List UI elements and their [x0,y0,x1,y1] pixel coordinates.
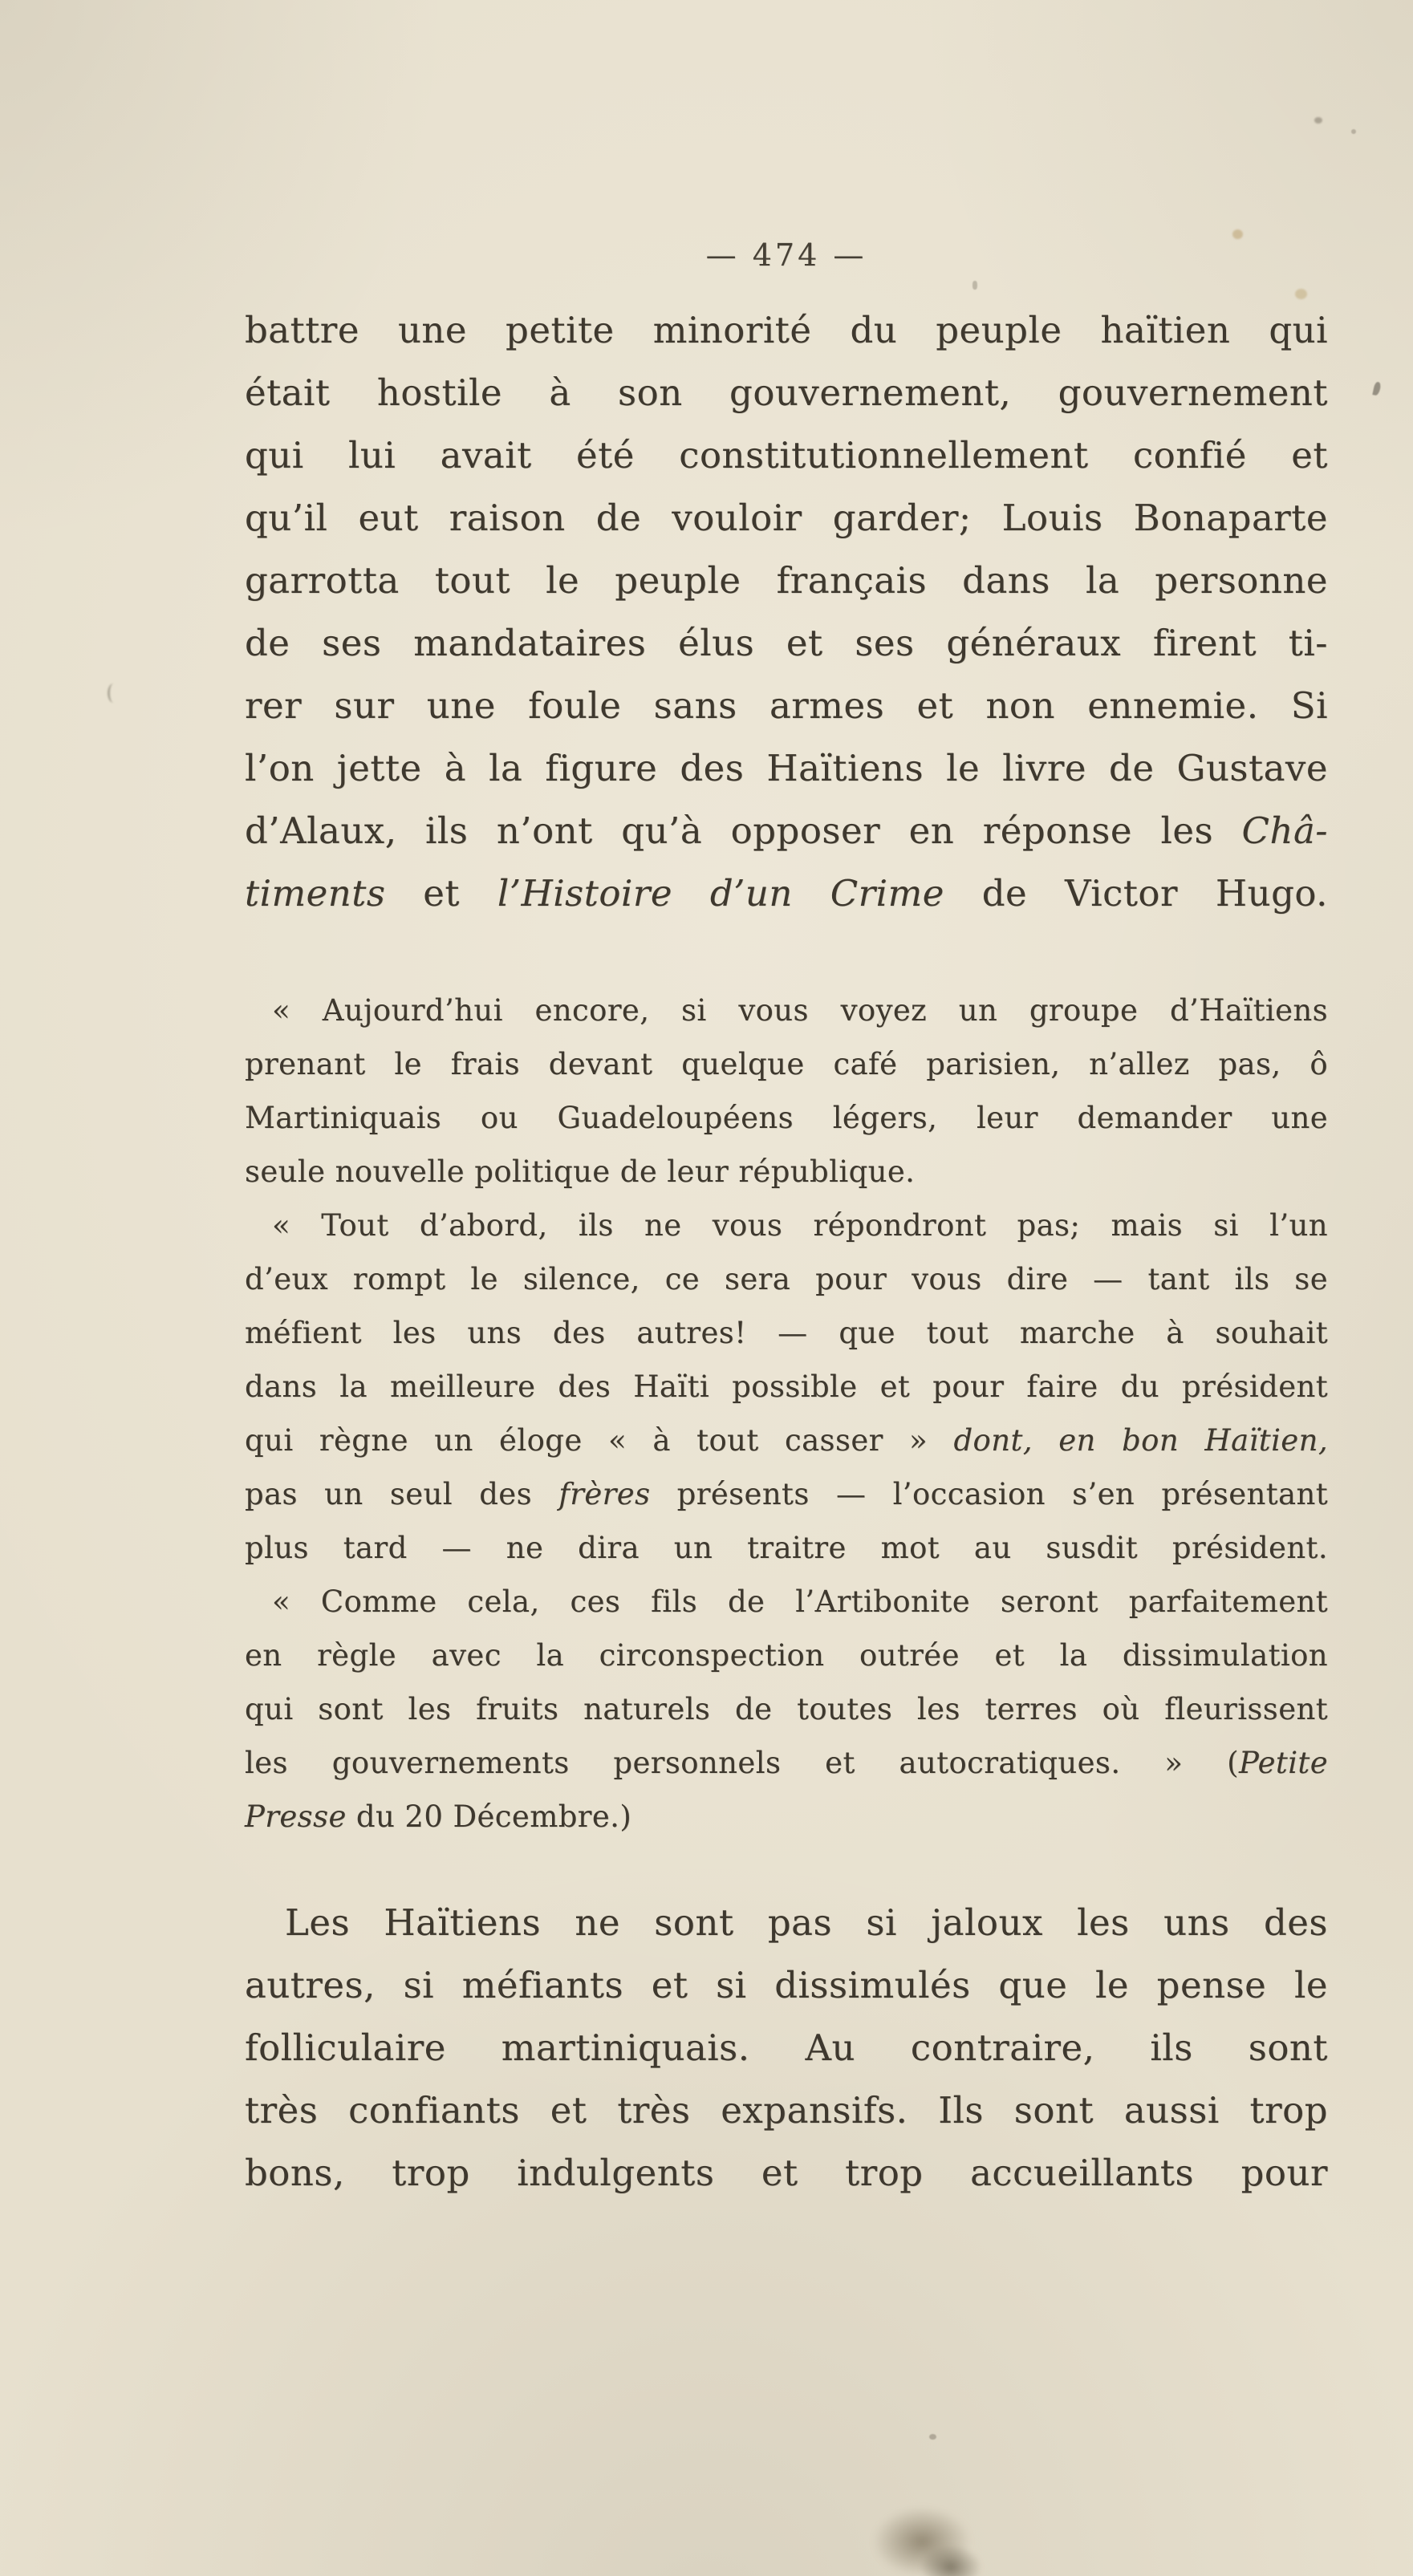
text-segment: l’on jette à la figure des Haïtiens le livre de Gustave [245,747,1328,789]
text-segment: de Victor Hugo. [944,872,1328,915]
text-segment: qu’il eut raison de vouloir garder; Louis Bonaparte [245,497,1328,539]
text-segment: battre une petite minorité du peuple haïtien qui [245,309,1328,351]
paragraph [245,1892,1328,2205]
paragraph [245,984,1328,1199]
text-line [245,1736,1328,1790]
paper-speck [972,281,977,290]
text-segment: autres, si méfiants et si dissimulés que le pense le [245,1964,1328,2006]
text-line [245,2079,1328,2142]
text-segment: était hostile à son gouvernement, gouvernement [245,371,1328,414]
text-segment: du 20 Décembre.) [346,1799,632,1834]
text-segment: Martiniquais ou Guadeloupéens légers, leur demander une [245,1101,1328,1135]
text-block [245,299,1328,2205]
italic-text: Petite [1239,1746,1328,1780]
paper-speck [1295,289,1307,299]
text-line [245,550,1328,612]
text-segment: « Aujourd’hui encore, si vous voyez un groupe d’Haïtiens [272,993,1328,1028]
text-segment: les gouvernements personnels et autocratiques. » ( [245,1746,1239,1780]
ink-mark [1372,381,1381,396]
text-line [245,487,1328,550]
text-line [245,800,1328,862]
text-line [245,1091,1328,1145]
text-line [245,1892,1328,1954]
text-line [245,424,1328,487]
paragraph [245,299,1328,925]
text-segment: et [385,872,497,915]
text-segment: seule nouvelle politique de leur république. [245,1154,916,1189]
text-segment: qui règne un éloge « à tout casser » [245,1423,954,1458]
paper-speck [929,2434,936,2440]
text-line [245,1954,1328,2017]
text-segment: folliculaire martiniquais. Au contraire, ils sont [245,2026,1328,2069]
italic-text: l’Histoire d’un Crime [497,872,944,915]
text-line [245,737,1328,800]
text-line [245,1521,1328,1575]
text-segment: prenant le frais devant quelque café parisien, n’allez pas, ô [245,1047,1328,1081]
text-segment: d’Alaux, ils n’ont qu’à opposer en réponse les [245,809,1242,852]
text-segment: pas un seul des [245,1477,559,1511]
text-line [245,1306,1328,1360]
text-line [245,984,1328,1037]
text-segment: plus tard — ne dira un traitre mot au susdit président. [245,1531,1328,1565]
text-segment: en règle avec la circonspection outrée et la dissimulation [245,1638,1328,1673]
text-segment: garrotta tout le peuple français dans la personne [245,559,1328,602]
text-line [245,299,1328,362]
text-line [245,1414,1328,1467]
text-line [245,1145,1328,1199]
italic-text: frères [558,1477,651,1511]
text-segment: rer sur une foule sans armes et non ennemie. Si [245,684,1328,727]
paragraph [245,1199,1328,1575]
italic-text: Presse [245,1799,347,1834]
text-segment: qui sont les fruits naturels de toutes les terres où fleurissent [245,1692,1328,1726]
text-line [245,1682,1328,1736]
text-line [245,1467,1328,1521]
text-line [245,362,1328,424]
margin-mark [108,684,120,703]
text-segment: méfient les uns des autres! — que tout marche à souhait [245,1316,1328,1350]
italic-text: timents [245,872,386,915]
text-segment: très confiants et très expansifs. Ils sont aussi trop [245,2089,1328,2132]
text-line [245,1629,1328,1682]
text-segment: Les Haïtiens ne sont pas si jaloux les uns des [285,1901,1328,1944]
paragraph [245,1575,1328,1844]
text-line [245,612,1328,675]
text-segment: bons, trop indulgents et trop accueillants pour [245,2152,1328,2194]
text-line [245,675,1328,737]
text-line [245,1037,1328,1091]
text-segment: « Comme cela, ces fils de l’Artibonite seront parfaitement [272,1584,1328,1619]
text-line [245,1252,1328,1306]
paper-speck [1314,117,1322,124]
text-line [245,2142,1328,2205]
italic-text: Châ- [1241,809,1328,852]
text-line [245,1790,1328,1844]
italic-text: dont, en bon Haïtien, [953,1423,1328,1458]
text-segment: de ses mandataires élus et ses généraux firent ti- [245,622,1328,664]
text-segment: qui lui avait été constitutionnellement confié et [245,434,1328,477]
text-segment: présents — l’occasion s’en présentant [650,1477,1328,1511]
text-line [245,1360,1328,1414]
text-line [245,2017,1328,2079]
text-line [245,1575,1328,1629]
paper-smudge [907,2535,995,2576]
text-segment: « Tout d’abord, ils ne vous répondront pas; mais si l’un [272,1208,1328,1243]
page-number: — 474 — [705,237,867,273]
paper-speck [1232,229,1243,239]
paper-speck [1351,129,1356,134]
text-line [245,862,1328,925]
text-segment: dans la meilleure des Haïti possible et pour faire du président [245,1369,1328,1404]
text-line [245,1199,1328,1252]
text-segment: d’eux rompt le silence, ce sera pour vous dire — tant ils se [245,1262,1328,1296]
